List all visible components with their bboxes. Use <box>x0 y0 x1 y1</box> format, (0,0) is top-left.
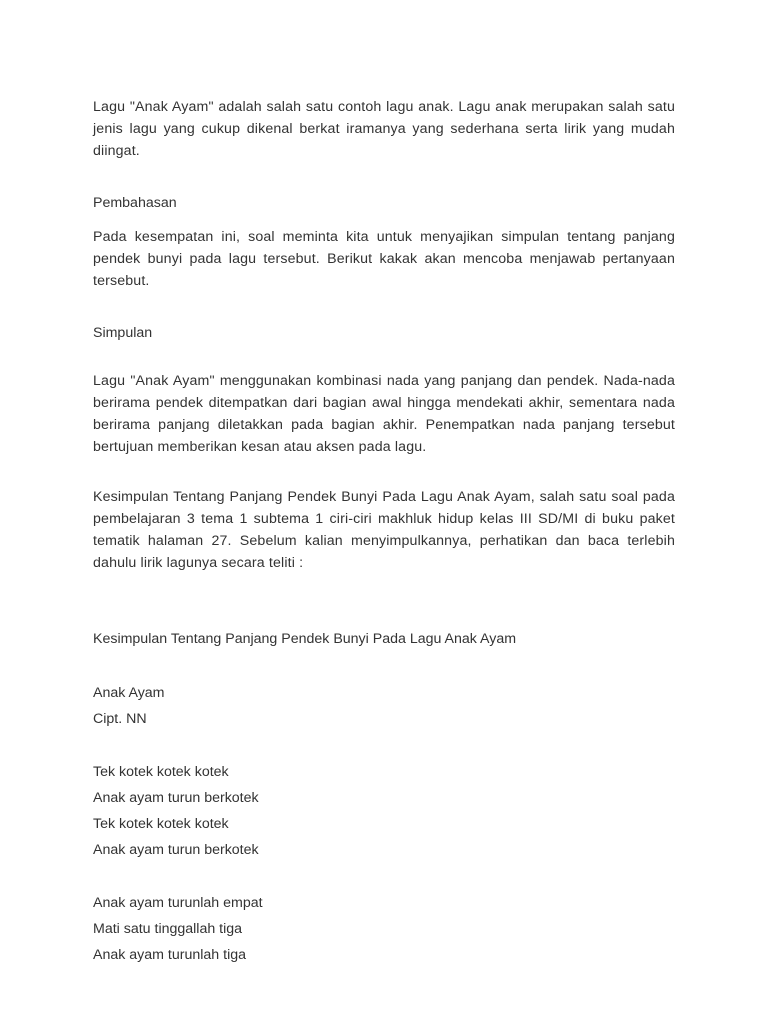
kesimpulan-title: Kesimpulan Tentang Panjang Pendek Bunyi Pada Lagu Anak Ayam <box>93 631 517 647</box>
lyric-line: Anak ayam turun berkotek <box>93 790 259 806</box>
song-title: Anak Ayam <box>93 685 165 701</box>
lyric-line: Anak ayam turunlah tiga <box>93 947 247 963</box>
simpulan-heading: Simpulan <box>93 325 153 341</box>
spacer <box>93 732 675 759</box>
lyric-line: Anak ayam turun berkotek <box>93 842 259 858</box>
lyrics-stanza-2 <box>93 890 675 968</box>
spacer <box>93 344 675 370</box>
simpulan-paragraph: Lagu "Anak Ayam" menggunakan kombinasi nada yang panjang dan pendek. Nada-nada berirama pendek ditempatkan dari bagian awal hingga mendekati akhir, sementara nada berirama panjang diletakkan pada bagian akhir. Penempatkan nada panjang tersebut bertujuan memberikan kesan atau aksen pada lagu. <box>93 373 675 455</box>
lyric-line: Tek kotek kotek kotek <box>93 816 229 832</box>
kesimpulan-paragraph: Kesimpulan Tentang Panjang Pendek Bunyi Pada Lagu Anak Ayam, salah satu soal pada pembelajaran 3 tema 1 subtema 1 ciri-ciri makhluk hidup kelas III SD/MI di buku paket tematik halaman 27. Sebelum kalian menyimpulkannya, perhatikan dan baca terlebih dahulu lirik lagunya secara teliti : <box>93 489 675 571</box>
spacer <box>93 214 675 226</box>
lyric-line: Tek kotek kotek kotek <box>93 764 229 780</box>
pembahasan-paragraph: Pada kesempatan ini, soal meminta kita untuk menyajikan simpulan tentang panjang pendek bunyi pada lagu tersebut. Berikut kakak akan mencoba menjawab pertanyaan tersebut. <box>93 229 675 289</box>
lyric-line: Anak ayam turunlah empat <box>93 895 263 911</box>
spacer <box>93 650 675 680</box>
lyric-line: Mati satu tinggallah tiga <box>93 921 243 937</box>
spacer <box>93 574 675 628</box>
document-content <box>93 96 675 968</box>
spacer <box>93 162 675 192</box>
pembahasan-heading: Pembahasan <box>93 195 177 211</box>
lyrics-stanza-1 <box>93 759 675 863</box>
intro-paragraph: Lagu "Anak Ayam" adalah salah satu contoh lagu anak. Lagu anak merupakan salah satu jenis lagu yang cukup dikenal berkat iramanya yang sederhana serta lirik yang mudah diingat. <box>93 99 675 159</box>
song-composer: Cipt. NN <box>93 711 147 727</box>
spacer <box>93 458 675 486</box>
spacer <box>93 292 675 322</box>
spacer <box>93 863 675 890</box>
